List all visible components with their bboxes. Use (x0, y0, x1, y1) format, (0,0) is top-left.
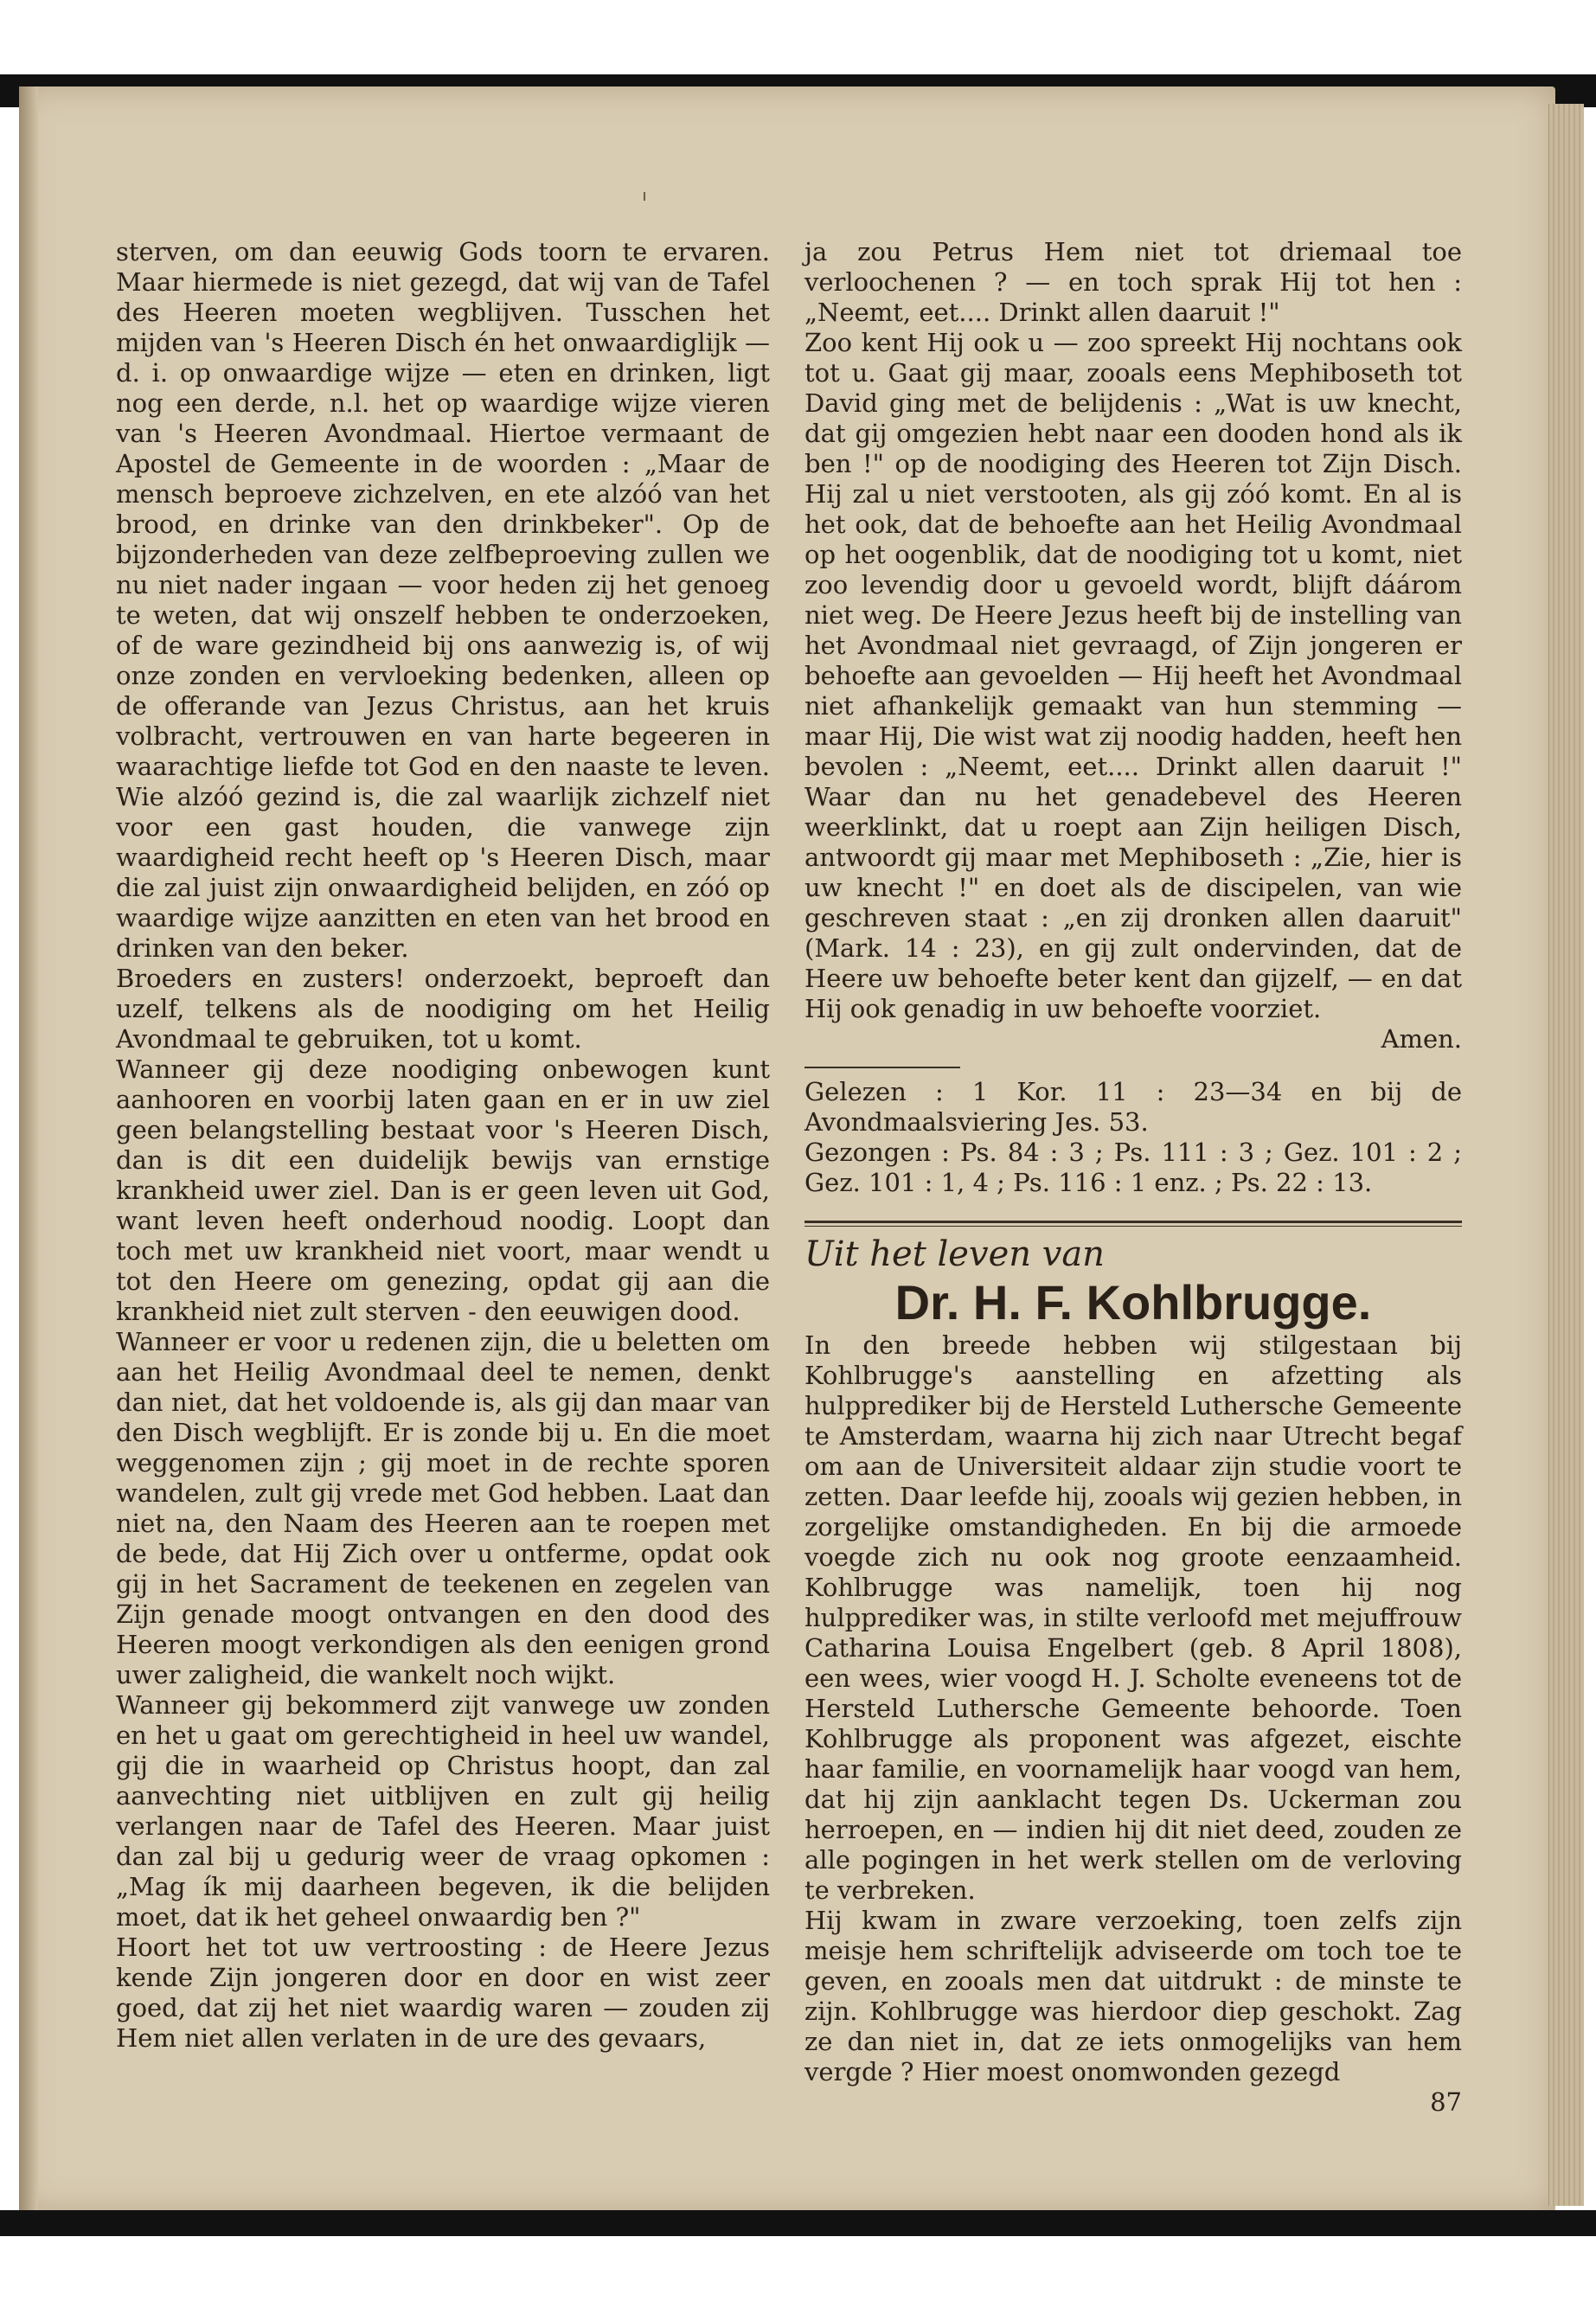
article-heading-kicker: Uit het leven van (804, 1234, 1105, 1274)
readings-note: Gelezen : 1 Kor. 11 : 23—34 en bij de Avondmaalsviering Jes. 53. (804, 1077, 1462, 1137)
right-paragraph: ja zou Petrus Hem niet tot driemaal toe verloochenen ? — en toch sprak Hij tot hen : „Neemt, eet.... Drinkt allen daaruit !" (804, 237, 1462, 327)
left-paragraph: Hoort het tot uw vertroosting : de Heere Jezus kende Zijn jongeren door en door en wist zeer goed, dat zij het niet waardig waren — zouden zij Hem niet allen verlaten in de ure des gevaars, (116, 1932, 770, 2053)
right-column (804, 237, 1462, 2118)
songs-note: Gezongen : Ps. 84 : 3 ; Ps. 111 : 3 ; Gez. 101 : 2 ; Gez. 101 : 1, 4 ; Ps. 116 : 1 enz. ; Ps. 22 : 13. (804, 1138, 1462, 1197)
print-mark (644, 192, 645, 201)
section-divider-short (804, 1067, 960, 1068)
article-heading-title: Dr. H. F. Kohlbrugge. (894, 1275, 1372, 1330)
article-paragraph: Hij kwam in zware verzoeking, toen zelfs zijn meisje hem schriftelijk adviseerde om toch toe te geven, en zooals men dat uitdrukt : de minste te zijn. Kohlbrugge was hierdoor diep geschokt. Zag ze dan niet in, dat ze iets onmogelijks van hem vergde ? Hier moest onomwonden gezegd (804, 1906, 1462, 2086)
article-paragraph: In den breede hebben wij stilgestaan bij Kohlbrugge's aanstelling en afzetting als hulpprediker bij de Hersteld Luthersche Gemeente te Amsterdam, waarna hij zich naar Utrecht begaf om aan de Universiteit aldaar zijn studie voort te zetten. Daar leefde hij, zooals wij gezien hebben, in zorgelijke omstandigheden. En bij die armoede voegde zich nu ook nog groote eenzaamheid. Kohlbrugge was namelijk, toen hij nog hulpprediker was, in stilte verloofd met mejuffrouw Catharina Louisa Engelbert (geb. 8 April 1808), een wees, wier voogd H. J. Scholte eveneens tot de Hersteld Luthersche Gemeente behoorde. Toen Kohlbrugge als proponent was afgezet, eischte haar familie, en voornamelijk haar voogd van hem, dat hij zijn aanklacht tegen Ds. Uckerman zou herroepen, en — indien hij dit niet deed, zouden ze alle pogingen in het werk stellen om de verloving te verbreken. (804, 1330, 1462, 1905)
scan-bottom-border (0, 2210, 1596, 2236)
left-paragraph: Wanneer gij deze noodiging onbewogen kunt aanhooren en voorbij laten gaan en er in uw ziel geen belangstelling bestaat voor 's Heeren Disch, dan is dit een duidelijk bewijs van ernstige krankheid uwer ziel. Dan is er geen leven uit God, want leven heeft onderhoud noodig. Loopt dan toch met uw krankheid niet voort, maar wendt u tot den Heere om genezing, opdat gij aan die krankheid niet zult sterven - den eeuwigen dood. (116, 1054, 770, 1326)
page-number: 87 (1430, 2087, 1462, 2117)
left-paragraph: sterven, om dan eeuwig Gods toorn te ervaren. Maar hiermede is niet gezegd, dat wij van de Tafel des Heeren moeten wegblijven. Tusschen het mijden van 's Heeren Disch én het onwaardiglijk — d. i. op onwaardige wijze — eten en drinken, ligt nog een derde, n.l. het op waardige wijze vieren van 's Heeren Avondmaal. Hiertoe vermaant de Apostel de Gemeente in de woorden : „Maar de mensch beproeve zichzelven, en ete alzóó van het brood, en drinke van den drinkbeker". Op de bijzonderheden van deze zelfbeproeving zullen we nu niet nader ingaan — voor heden zij het genoeg te weten, dat wij onszelf hebben te onderzoeken, of de ware gezindheid bij ons aanwezig is, of wij onze zonden en vervloeking bedenken, alleen op de offerande van Jezus Christus, aan het kruis volbracht, vertrouwen en van harte begeeren in waarachtige liefde tot God en den naaste te leven. Wie alzóó gezind is, die zal waarlijk zichzelf niet voor een gast houden, die vanwege zijn waardigheid recht heeft op 's Heeren Disch, maar die zal juist zijn onwaardigheid belijden, en zóó op waardige wijze aanzitten en eten van het brood en drinken van den beker. (116, 237, 770, 963)
page-edges (1548, 104, 1584, 2206)
section-divider-double (804, 1221, 1462, 1227)
amen-line: Amen. (1381, 1024, 1462, 1054)
left-paragraph: Wanneer gij bekommerd zijt vanwege uw zonden en het u gaat om gerechtigheid in heel uw wandel, gij die in waarheid op Christus hoopt, dan zal aanvechting niet uitblijven en zult gij heilig verlangen naar de Tafel des Heeren. Maar juist dan zal bij u gedurig weer de vraag opkomen : „Mag ík mij daarheen begeven, ik die belijden moet, dat ik het geheel onwaardig ben ?" (116, 1690, 770, 1932)
right-paragraph: Zoo kent Hij ook u — zoo spreekt Hij nochtans ook tot u. Gaat gij maar, zooals eens Mephiboseth tot David ging met de belijdenis : „Wat is uw knecht, dat gij omgezien hebt naar een dooden hond als ik ben !" op de noodiging des Heeren tot Zijn Disch. Hij zal u niet verstooten, als gij zóó komt. En al is het ook, dat de behoefte aan het Heilig Avondmaal op het oogenblik, dat de noodiging tot u komt, niet zoo levendig door u gevoeld wordt, blijft dáárom niet weg. De Heere Jezus heeft bij de instelling van het Avondmaal niet gevraagd, of Zijn jongeren er behoefte aan gevoelden — Hij heeft het Avondmaal niet afhankelijk gemaakt van hun stemming — maar Hij, Die wist wat zij noodig hadden, heeft hen bevolen : „Neemt, eet.... Drinkt allen daaruit !" Waar dan nu het genadebevel des Heeren weerklinkt, dat u roept aan Zijn heiligen Disch, antwoordt gij maar met Mephiboseth : „Zie, hier is uw knecht !" en doet als de discipelen, van wie geschreven staat : „en zij dronken allen daaruit" (Mark. 14 : 23), en gij zult ondervinden, dat de Heere uw behoefte beter kent dan gijzelf, — en dat Hij ook genadig in uw behoefte voorziet. (804, 328, 1462, 1023)
left-column (116, 237, 770, 2054)
left-paragraph: Wanneer er voor u redenen zijn, die u beletten om aan het Heilig Avondmaal deel te nemen, denkt dan niet, dat het voldoende is, als gij dan maar van den Disch wegblijft. Er is zonde bij u. En die moet weggenomen zijn ; gij moet in de rechte sporen wandelen, zult gij vrede met God hebben. Laat dan niet na, den Naam des Heeren aan te roepen met de bede, dat Hij Zich over u ontferme, opdat ook gij in het Sacrament de teekenen en zegelen van Zijn genade moogt ontvangen en den dood des Heeren moogt verkondigen als den eenigen grond uwer zaligheid, die wankelt noch wijkt. (116, 1327, 770, 1689)
left-paragraph: Broeders en zusters! onderzoekt, beproeft dan uzelf, telkens als de noodiging om het Heilig Avondmaal te gebruiken, tot u komt. (116, 964, 770, 1054)
page-spine-shadow (19, 87, 38, 2213)
